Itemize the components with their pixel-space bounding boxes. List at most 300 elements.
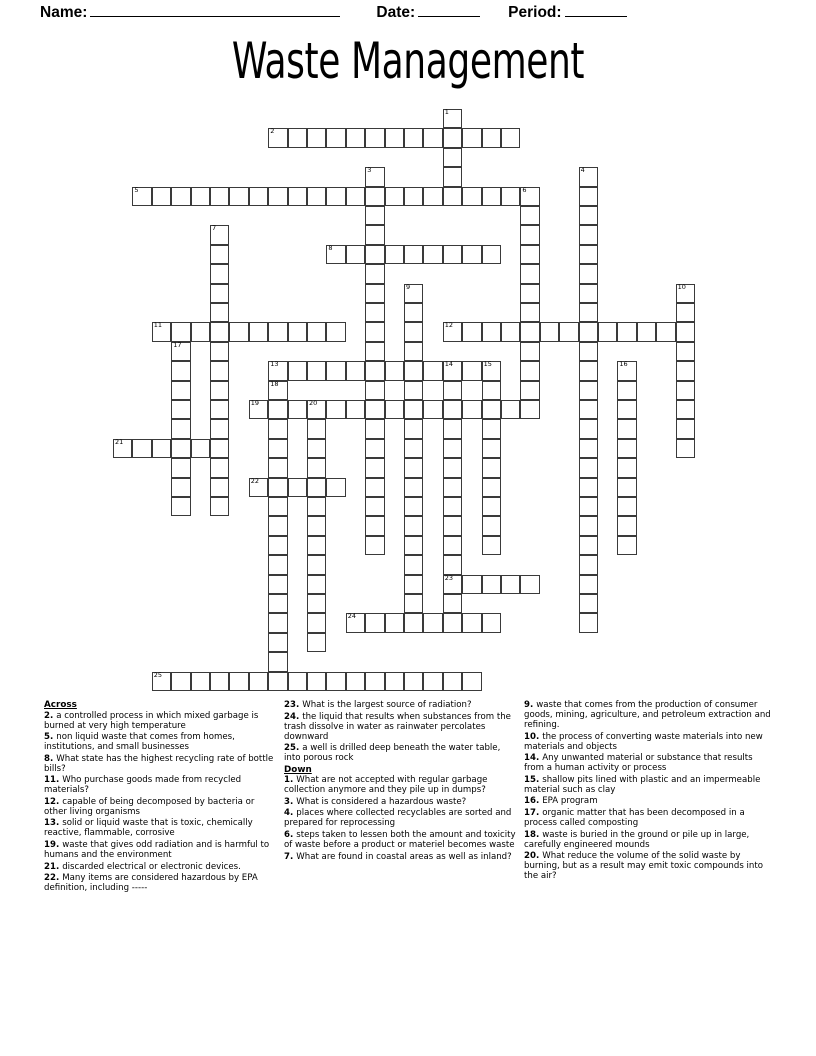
grid-cell[interactable] [404, 245, 423, 264]
grid-cell[interactable] [365, 613, 384, 632]
grid-cell[interactable] [423, 672, 442, 691]
grid-cell[interactable] [268, 516, 287, 535]
page-title: Waste Management [231, 32, 585, 90]
grid-cell[interactable] [579, 361, 598, 380]
grid-cell[interactable] [249, 672, 268, 691]
grid-cell[interactable] [326, 672, 345, 691]
grid-cell[interactable] [307, 439, 326, 458]
grid-cell[interactable] [229, 187, 248, 206]
grid-cell[interactable] [171, 672, 190, 691]
grid-cell[interactable] [307, 633, 326, 652]
grid-cell[interactable] [307, 419, 326, 438]
grid-cell[interactable] [482, 613, 501, 632]
grid-cell[interactable] [365, 284, 384, 303]
grid-cell[interactable] [443, 555, 462, 574]
grid-cell[interactable] [617, 381, 636, 400]
grid-cell-start-21[interactable] [113, 439, 132, 458]
cell-number: 9 [406, 282, 411, 291]
grid-cell[interactable] [404, 342, 423, 361]
grid-cell[interactable] [520, 361, 539, 380]
grid-cell[interactable] [288, 128, 307, 147]
grid-cell[interactable] [579, 342, 598, 361]
grid-cell[interactable] [365, 439, 384, 458]
grid-cell[interactable] [579, 225, 598, 244]
grid-cell[interactable] [210, 672, 229, 691]
grid-cell[interactable] [249, 187, 268, 206]
grid-cell[interactable] [482, 128, 501, 147]
grid-cell[interactable] [268, 187, 287, 206]
grid-cell[interactable] [482, 478, 501, 497]
grid-cell[interactable] [152, 439, 171, 458]
grid-cell[interactable] [210, 497, 229, 516]
clue-text: steps taken to lessen both the amount and toxicity of waste before a product or materiel becomes waste [284, 830, 516, 851]
grid-cell[interactable] [462, 322, 481, 341]
grid-cell[interactable] [404, 516, 423, 535]
clues-section [44, 700, 780, 895]
grid-cell[interactable] [443, 187, 462, 206]
grid-cell[interactable] [268, 594, 287, 613]
grid-cell[interactable] [385, 361, 404, 380]
grid-cell[interactable] [579, 613, 598, 632]
grid-cell[interactable] [520, 400, 539, 419]
grid-cell[interactable] [617, 419, 636, 438]
grid-cell[interactable] [307, 555, 326, 574]
grid-cell[interactable] [579, 245, 598, 264]
grid-cell[interactable] [462, 128, 481, 147]
grid-cell[interactable] [132, 439, 151, 458]
grid-cell[interactable] [288, 672, 307, 691]
grid-cell[interactable] [443, 478, 462, 497]
grid-cell[interactable] [307, 128, 326, 147]
grid-cell[interactable] [579, 400, 598, 419]
grid-cell[interactable] [443, 439, 462, 458]
grid-cell-start-22[interactable] [249, 478, 268, 497]
grid-cell[interactable] [210, 303, 229, 322]
grid-cell[interactable] [307, 478, 326, 497]
grid-cell[interactable] [365, 342, 384, 361]
grid-cell[interactable] [404, 594, 423, 613]
grid-cell[interactable] [579, 516, 598, 535]
grid-cell[interactable] [482, 322, 501, 341]
grid-cell-start-9[interactable] [404, 284, 423, 303]
grid-cell[interactable] [268, 322, 287, 341]
grid-cell[interactable] [210, 458, 229, 477]
grid-cell[interactable] [404, 128, 423, 147]
grid-cell[interactable] [443, 613, 462, 632]
clue-number: 23. [284, 700, 303, 710]
grid-cell[interactable] [423, 361, 442, 380]
grid-cell[interactable] [307, 516, 326, 535]
grid-cell[interactable] [326, 128, 345, 147]
grid-cell[interactable] [617, 478, 636, 497]
grid-cell[interactable] [520, 206, 539, 225]
grid-cell[interactable] [579, 555, 598, 574]
grid-cell[interactable] [404, 400, 423, 419]
grid-cell[interactable] [462, 613, 481, 632]
grid-cell-start-16[interactable] [617, 361, 636, 380]
grid-cell[interactable] [326, 478, 345, 497]
grid-cell[interactable] [346, 361, 365, 380]
grid-cell[interactable] [579, 594, 598, 613]
grid-cell[interactable] [520, 264, 539, 283]
grid-cell[interactable] [365, 400, 384, 419]
grid-cell[interactable] [365, 381, 384, 400]
grid-cell[interactable] [617, 458, 636, 477]
grid-cell[interactable] [443, 400, 462, 419]
grid-cell[interactable] [365, 419, 384, 438]
grid-cell[interactable] [346, 672, 365, 691]
grid-cell[interactable] [676, 439, 695, 458]
grid-cell[interactable] [482, 536, 501, 555]
grid-cell[interactable] [676, 342, 695, 361]
grid-cell[interactable] [326, 361, 345, 380]
grid-cell[interactable] [482, 458, 501, 477]
grid-cell-start-24[interactable] [346, 613, 365, 632]
grid-cell[interactable] [482, 419, 501, 438]
grid-cell[interactable] [385, 187, 404, 206]
grid-cell[interactable] [385, 128, 404, 147]
grid-cell[interactable] [210, 322, 229, 341]
grid-cell[interactable] [462, 361, 481, 380]
grid-cell[interactable] [171, 400, 190, 419]
grid-cell[interactable] [462, 400, 481, 419]
grid-cell[interactable] [482, 439, 501, 458]
grid-cell[interactable] [423, 400, 442, 419]
grid-cell[interactable] [482, 400, 501, 419]
grid-cell-start-19[interactable] [249, 400, 268, 419]
grid-cell[interactable] [210, 342, 229, 361]
grid-cell[interactable] [443, 381, 462, 400]
cell-number: 18 [270, 379, 279, 388]
grid-cell[interactable] [288, 361, 307, 380]
grid-cell[interactable] [443, 536, 462, 555]
grid-cell[interactable] [676, 322, 695, 341]
grid-cell[interactable] [423, 128, 442, 147]
grid-cell[interactable] [462, 187, 481, 206]
grid-cell[interactable] [501, 187, 520, 206]
grid-cell[interactable] [501, 575, 520, 594]
grid-cell[interactable] [171, 458, 190, 477]
grid-cell[interactable] [229, 672, 248, 691]
grid-cell[interactable] [268, 652, 287, 671]
grid-cell[interactable] [191, 322, 210, 341]
grid-cell[interactable] [365, 458, 384, 477]
grid-cell-start-12[interactable] [443, 322, 462, 341]
grid-cell[interactable] [346, 400, 365, 419]
grid-cell[interactable] [443, 167, 462, 186]
grid-cell[interactable] [307, 361, 326, 380]
grid-cell[interactable] [482, 516, 501, 535]
grid-cell[interactable] [385, 672, 404, 691]
grid-cell[interactable] [268, 536, 287, 555]
clue-number: 25. [284, 743, 303, 754]
grid-cell[interactable] [482, 245, 501, 264]
grid-cell[interactable] [598, 322, 617, 341]
grid-cell[interactable] [423, 245, 442, 264]
grid-cell[interactable] [171, 419, 190, 438]
grid-cell[interactable] [404, 497, 423, 516]
grid-cell[interactable] [385, 613, 404, 632]
grid-cell[interactable] [307, 613, 326, 632]
grid-cell[interactable] [520, 245, 539, 264]
grid-cell[interactable] [210, 245, 229, 264]
grid-cell-start-10[interactable] [676, 284, 695, 303]
grid-cell[interactable] [676, 381, 695, 400]
grid-cell[interactable] [404, 187, 423, 206]
cell-number: 17 [173, 340, 182, 349]
grid-cell[interactable] [210, 419, 229, 438]
grid-cell[interactable] [171, 322, 190, 341]
grid-cell[interactable] [288, 478, 307, 497]
grid-cell[interactable] [462, 575, 481, 594]
grid-cell[interactable] [210, 187, 229, 206]
grid-cell[interactable] [385, 245, 404, 264]
grid-cell-start-1[interactable] [443, 109, 462, 128]
grid-cell[interactable] [579, 322, 598, 341]
grid-cell[interactable] [210, 361, 229, 380]
grid-cell[interactable] [268, 400, 287, 419]
grid-cell[interactable] [326, 187, 345, 206]
grid-cell[interactable] [617, 400, 636, 419]
grid-cell[interactable] [288, 187, 307, 206]
grid-cell[interactable] [579, 187, 598, 206]
grid-cell[interactable] [171, 478, 190, 497]
grid-cell[interactable] [520, 225, 539, 244]
grid-cell[interactable] [637, 322, 656, 341]
grid-cell[interactable] [346, 245, 365, 264]
grid-cell[interactable] [520, 575, 539, 594]
grid-cell[interactable] [676, 361, 695, 380]
grid-cell-start-6[interactable] [520, 187, 539, 206]
grid-cell[interactable] [579, 381, 598, 400]
grid-cell[interactable] [307, 536, 326, 555]
grid-cell[interactable] [404, 361, 423, 380]
grid-cell[interactable] [171, 497, 190, 516]
grid-cell[interactable] [288, 400, 307, 419]
grid-cell-start-8[interactable] [326, 245, 345, 264]
grid-cell[interactable] [423, 187, 442, 206]
clue-item [524, 732, 774, 752]
grid-cell[interactable] [346, 128, 365, 147]
grid-cell[interactable] [365, 322, 384, 341]
grid-cell-start-4[interactable] [579, 167, 598, 186]
grid-cell[interactable] [404, 322, 423, 341]
grid-cell[interactable] [676, 400, 695, 419]
grid-cell[interactable] [365, 536, 384, 555]
clue-number: 9. [524, 700, 537, 710]
grid-cell[interactable] [326, 400, 345, 419]
grid-cell-start-13[interactable] [268, 361, 287, 380]
grid-cell[interactable] [462, 672, 481, 691]
grid-cell[interactable] [579, 536, 598, 555]
grid-cell[interactable] [365, 264, 384, 283]
clue-item [284, 830, 516, 850]
cell-number: 24 [347, 612, 357, 621]
grid-cell[interactable] [191, 187, 210, 206]
grid-cell[interactable] [617, 439, 636, 458]
grid-cell[interactable] [482, 575, 501, 594]
grid-cell[interactable] [404, 575, 423, 594]
grid-cell[interactable] [501, 322, 520, 341]
grid-cell[interactable] [579, 575, 598, 594]
grid-cell[interactable] [482, 187, 501, 206]
grid-cell-start-20[interactable] [307, 400, 326, 419]
grid-cell[interactable] [365, 206, 384, 225]
grid-cell[interactable] [307, 322, 326, 341]
grid-cell[interactable] [365, 361, 384, 380]
grid-cell[interactable] [443, 128, 462, 147]
grid-cell[interactable] [171, 187, 190, 206]
grid-cell[interactable] [307, 497, 326, 516]
grid-cell[interactable] [443, 594, 462, 613]
grid-cell[interactable] [443, 458, 462, 477]
grid-cell[interactable] [171, 381, 190, 400]
grid-cell[interactable] [365, 225, 384, 244]
grid-cell[interactable] [404, 303, 423, 322]
grid-cell[interactable] [171, 439, 190, 458]
grid-cell[interactable] [268, 555, 287, 574]
grid-cell[interactable] [326, 322, 345, 341]
grid-cell-start-25[interactable] [152, 672, 171, 691]
clue-number: 19. [44, 840, 63, 851]
clue-text: a well is drilled deep beneath the water table, into porous rock [284, 743, 501, 764]
grid-cell[interactable] [404, 613, 423, 632]
grid-cell[interactable] [404, 536, 423, 555]
grid-cell-start-17[interactable] [171, 342, 190, 361]
grid-cell[interactable] [656, 322, 675, 341]
grid-cell[interactable] [520, 284, 539, 303]
grid-cell[interactable] [268, 478, 287, 497]
grid-cell[interactable] [404, 555, 423, 574]
grid-cell[interactable] [307, 672, 326, 691]
grid-cell-start-14[interactable] [443, 361, 462, 380]
grid-cell[interactable] [423, 613, 442, 632]
grid-cell[interactable] [617, 516, 636, 535]
grid-cell[interactable] [579, 478, 598, 497]
grid-cell[interactable] [268, 613, 287, 632]
grid-cell[interactable] [404, 439, 423, 458]
grid-cell-start-23[interactable] [443, 575, 462, 594]
grid-cell[interactable] [365, 187, 384, 206]
grid-cell[interactable] [365, 303, 384, 322]
grid-cell[interactable] [443, 516, 462, 535]
grid-cell[interactable] [346, 187, 365, 206]
grid-cell[interactable] [443, 497, 462, 516]
grid-cell[interactable] [365, 478, 384, 497]
grid-cell[interactable] [404, 458, 423, 477]
grid-cell[interactable] [365, 128, 384, 147]
grid-cell[interactable] [443, 148, 462, 167]
clue-text: waste is buried in the ground or pile up in large, carefully engineered mounds [524, 829, 750, 850]
grid-cell-start-18[interactable] [268, 381, 287, 400]
grid-cell[interactable] [288, 322, 307, 341]
grid-cell[interactable] [482, 381, 501, 400]
grid-cell-start-15[interactable] [482, 361, 501, 380]
clue-item [284, 712, 516, 742]
grid-cell[interactable] [579, 419, 598, 438]
grid-cell[interactable] [462, 245, 481, 264]
grid-cell[interactable] [365, 497, 384, 516]
grid-cell[interactable] [676, 303, 695, 322]
grid-cell[interactable] [404, 672, 423, 691]
grid-cell[interactable] [307, 594, 326, 613]
grid-cell[interactable] [152, 187, 171, 206]
grid-cell[interactable] [520, 381, 539, 400]
grid-cell[interactable] [579, 303, 598, 322]
grid-cell[interactable] [307, 575, 326, 594]
grid-cell[interactable] [210, 478, 229, 497]
grid-cell[interactable] [540, 322, 559, 341]
grid-cell[interactable] [482, 497, 501, 516]
grid-cell[interactable] [579, 439, 598, 458]
grid-cell[interactable] [268, 497, 287, 516]
grid-cell[interactable] [249, 322, 268, 341]
grid-cell[interactable] [579, 206, 598, 225]
grid-cell[interactable] [559, 322, 578, 341]
grid-cell[interactable] [520, 303, 539, 322]
grid-cell-start-3[interactable] [365, 167, 384, 186]
grid-cell[interactable] [365, 516, 384, 535]
grid-cell[interactable] [404, 478, 423, 497]
clue-number: 22. [44, 873, 63, 884]
grid-cell[interactable] [520, 342, 539, 361]
grid-cell[interactable] [171, 361, 190, 380]
grid-cell[interactable] [443, 245, 462, 264]
grid-cell[interactable] [443, 672, 462, 691]
grid-cell[interactable] [307, 458, 326, 477]
grid-cell[interactable] [191, 439, 210, 458]
grid-cell-start-5[interactable] [132, 187, 151, 206]
grid-cell[interactable] [210, 381, 229, 400]
grid-cell[interactable] [501, 128, 520, 147]
grid-cell[interactable] [579, 284, 598, 303]
grid-cell-start-2[interactable] [268, 128, 287, 147]
grid-cell[interactable] [268, 575, 287, 594]
clue-item [284, 700, 516, 710]
grid-cell-start-11[interactable] [152, 322, 171, 341]
grid-cell[interactable] [268, 419, 287, 438]
grid-cell[interactable] [268, 458, 287, 477]
grid-cell[interactable] [210, 400, 229, 419]
grid-cell[interactable] [365, 672, 384, 691]
grid-cell[interactable] [229, 322, 248, 341]
grid-cell[interactable] [268, 672, 287, 691]
grid-cell[interactable] [404, 381, 423, 400]
grid-cell-start-7[interactable] [210, 225, 229, 244]
grid-cell[interactable] [617, 536, 636, 555]
grid-cell[interactable] [404, 419, 423, 438]
grid-cell[interactable] [579, 458, 598, 477]
grid-cell[interactable] [210, 439, 229, 458]
grid-cell[interactable] [268, 633, 287, 652]
grid-cell[interactable] [579, 264, 598, 283]
grid-cell[interactable] [617, 497, 636, 516]
grid-cell[interactable] [365, 245, 384, 264]
grid-cell[interactable] [191, 672, 210, 691]
grid-cell[interactable] [617, 322, 636, 341]
grid-cell[interactable] [385, 400, 404, 419]
grid-cell[interactable] [520, 322, 539, 341]
grid-cell[interactable] [210, 284, 229, 303]
grid-cell[interactable] [307, 187, 326, 206]
cell-number: 11 [153, 321, 163, 330]
grid-cell[interactable] [443, 419, 462, 438]
grid-cell[interactable] [579, 497, 598, 516]
grid-cell[interactable] [268, 439, 287, 458]
grid-cell[interactable] [676, 419, 695, 438]
grid-cell[interactable] [210, 264, 229, 283]
grid-cell[interactable] [501, 400, 520, 419]
